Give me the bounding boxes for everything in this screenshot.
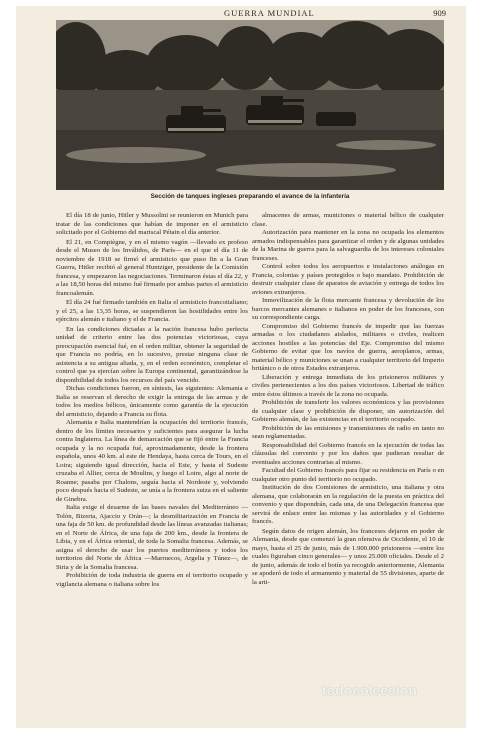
running-title: GUERRA MUNDIAL xyxy=(224,8,315,18)
page-header xyxy=(52,8,446,20)
paragraph: Institución de dos Comisiones de armisticio, una italiana y otra alemana, que colaborarán en la regulación de la puesta en práctica del convenio y que dispondrán, cada una, de una Delegación francesa que servirá de enlace entre las mismas y las autoridades y el Gobierno francés. xyxy=(252,484,444,525)
paragraph: Facultad del Gobierno francés para fijar su residencia en París o en cualquier otro punto del territorio no ocupado. xyxy=(252,467,444,483)
paragraph: El día 18 de junio, Hitler y Mussolini se reunieron en Munich para tratar de las condiciones que habían de imponer en el armisticio solicitado por el Gobierno del mariscal Pétain el día anterior. xyxy=(56,212,248,236)
paragraph: Dichas condiciones fueron, en síntesis, las siguientes: Alemania e Italia se reservan el derecho de exigir la entrega de las armas y de todos los medios bélicos, únicamente como garantía de la ejecución del armisticio, dejando a Francia su flota. xyxy=(56,385,248,418)
magazine-page xyxy=(16,6,466,728)
paragraph: almacenes de armas, municiones o material bélico de cualquier clase. xyxy=(252,212,444,228)
paragraph: En las condiciones dictadas a la nación francesa hubo perfecta unidad de criterio entre las dos potencias victoriosas, cuya preocupación esencial fué, en el orden militar, obtener la seguridad de que Francia no podría, en lo sucesivo, prestar ninguna clase de asistencia a su antigua aliada, y, en el orden económico, completar el control que ya ejercían sobre la Europa continental, garantizándose la disponibilidad de todos los recursos del país vencido. xyxy=(56,325,248,384)
watermark: todocoleccion xyxy=(322,682,417,698)
tank-photo xyxy=(56,20,444,190)
paragraph: El día 24 fué firmado también en Italia el armisticio francoitaliano; y el 25, a las 13,35 horas, se suspendieron las hostilidades entre los ejércitos alemán e italiano y el de Francia. xyxy=(56,299,248,323)
paragraph: Prohibición de toda industria de guerra en el territorio ocupado y vigilancia alemana o italiana sobre los xyxy=(56,572,248,588)
paragraph: Alemania e Italia mantendrían la ocupación del territorio francés, dentro de los límites necesarios y suficientes para asegurar la lucha contra Inglaterra. La línea de demarcación que se fijó entre la Francia ocupada y la no ocupada fué, aproximadamente, desde la frontera española, unos 40 km. al este de Hendaya, hasta cerca de Tours, en el Loira; siguiendo igual dirección, hacia el Este, y hasta el Sudeste cruzaba el Allier, cerca de Moulins, y luego el Loire, algo al norte de Roanne; pasaba por Chalons, seguía hacia el Nordeste y, volviendo poco después hacia el Sudeste, se unía a la frontera suiza en el saliente de Ginebra. xyxy=(56,419,248,503)
paragraph: Responsabilidad del Gobierno francés en la ejecución de todas las cláusulas del convenio y por los daños que pudieran resultar de eventuales acciones contrarias al mismo. xyxy=(252,441,444,466)
paragraph: El 21, en Compiègne, y en el mismo vagón —llevado ex profeso desde el Museo de los Inválidos, de París— en el que el día 11 de noviembre de 1918 se firmó el armisticio que puso fin a la Gran Guerra, Hitler recibió al general Huntziger, presidente de la Comisión francesa, y empezaron las negociaciones. Terminaron éstas el día 22, y a las 18,50 horas del mismo fué firmado por ambas partes el armisticio francoalemán. xyxy=(56,238,248,297)
paragraph: Liberación y entrega inmediata de los prisioneros militares y civiles pertenecientes a los dos países victoriosos. Libertad de tráfico entre éstos últimos a través de la zona no ocupada. xyxy=(252,373,444,398)
paragraph: Prohibición de las emisiones y transmisiones de radio en tanto no sean reglamentadas. xyxy=(252,424,444,440)
text-column-left xyxy=(56,212,248,589)
paragraph: Según datos de origen alemán, los franceses dejaron en poder de Alemania, desde que comenzó la gran ofensiva de Occidente, el 10 de mayo, hasta el 25 de junio, más de 1.900.000 prisioneros —entre los cuales figuraban cinco generales— y unos 25.000 oficiales. Desde el 2 de junio, además de todo el botín ya recogido anteriormente, Alemania se apoderó de todo el armamento y material de 55 divisiones, aparte de la arti- xyxy=(252,527,444,586)
paragraph: Autorización para mantener en la zona no ocupada los elementos armados indispensables para garantizar el orden y de algunas unidades de la Marina de guerra para la salvaguardia de los intereses coloniales franceses. xyxy=(252,229,444,262)
paragraph: Inmovilización de la flota mercante francesa y devolución de los barcos mercantes alemanes e italianos en poder de los franceses, con su correspondiente carga. xyxy=(252,297,444,321)
paragraph: Control sobre todos los aeropuertos e instalaciones análogas en Francia, colonias y países protegidos o bajo mandato. Prohibición de destruir cualquier clase de aparatos de aviación y entrega de todos los aviones extranjeros. xyxy=(252,263,444,296)
paragraph: Prohibición de transferir los valores económicos y las provisiones de cualquier clase y prohibición de disponer, sin autorización del Gobierno alemán, de las existencias en el territorio ocupado. xyxy=(252,399,444,423)
photo-caption: Sección de tanques ingleses preparando el avance de la infantería xyxy=(150,193,350,200)
paragraph: Italia exige el desarme de las bases navales del Mediterráneo —Tolón, Bizerta, Ajaccio y Orán—; la desmilitarización en Francia de una faja de 50 km. de profundidad desde las líneas avanzadas italianas; en el Norte de África, de una faja de 200 km., desde la frontera de Libia, y en el África oriental, de toda la Somalia francesa. Además, se asigna el derecho de usar los puertos mediterráneos y todos los territorios del Norte de África —Marruecos, Argelia y Túnez—, de Siria y de la Somalia francesa. xyxy=(56,504,248,571)
paragraph: Compromiso del Gobierno francés de impedir que las fuerzas armadas o los ciudadanos aislados, militares o civiles, realicen acciones hostiles a las potencias del Eje. Compromiso del mismo Gobierno de evitar que los navíos de guerra, aeroplanos, armas, material bélico y municiones se unan a cualquier territorio del Imperio británico o de otros Estados extranjeros. xyxy=(252,322,444,372)
page-number: 909 xyxy=(433,8,446,18)
text-column-right xyxy=(252,212,444,587)
